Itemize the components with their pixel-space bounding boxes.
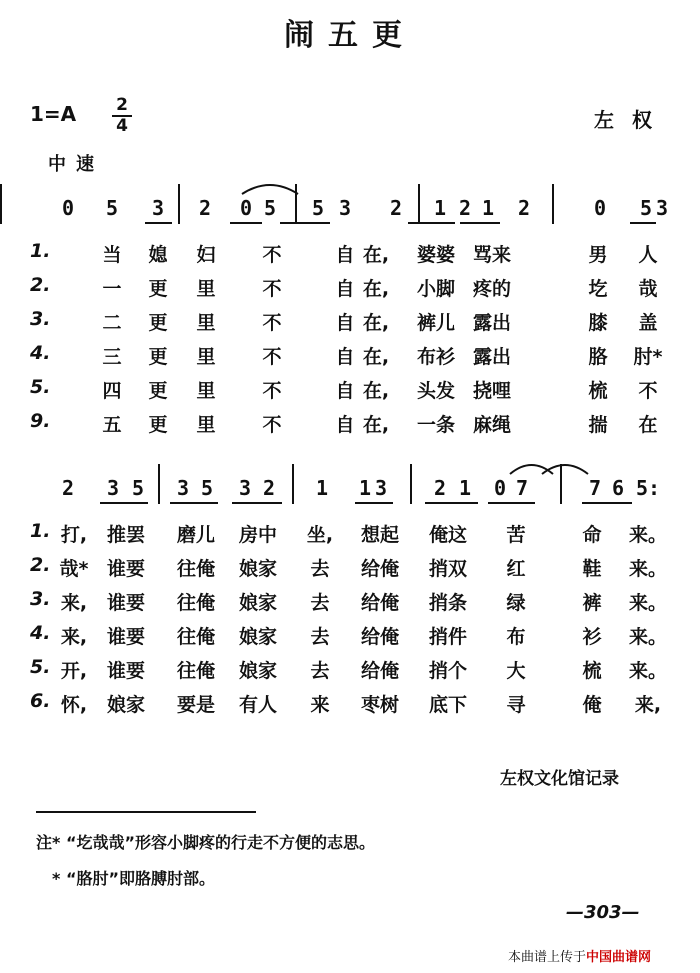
- lyric-syllable: 来: [310, 694, 330, 716]
- lyric-syllable: 娘家: [106, 694, 145, 716]
- lyric-syllable: 麻绳: [472, 414, 511, 436]
- note: 0: [593, 196, 607, 220]
- lyric-syllable: 房中: [238, 524, 277, 546]
- verse-number: 3.: [30, 308, 51, 330]
- page-number: —303—: [566, 902, 640, 923]
- barline: [158, 464, 160, 504]
- lyric-syllable: 娘家: [238, 626, 277, 648]
- lyric-syllable: 来,: [60, 626, 88, 648]
- note: 1: [458, 476, 472, 500]
- lyric-syllable: 在,: [362, 346, 390, 368]
- lyric-syllable: 来。: [628, 558, 667, 580]
- lyric-syllable: 坐,: [306, 524, 334, 546]
- lyric-syllable: 更: [148, 346, 168, 368]
- lyric-syllable: 自: [335, 380, 355, 402]
- song-origin: 左权: [594, 108, 670, 132]
- lyric-syllable: 在,: [362, 380, 390, 402]
- beam-underline: [408, 222, 455, 224]
- lyric-syllable: 更: [148, 278, 168, 300]
- lyric-syllable: 小脚: [416, 278, 455, 300]
- lyric-syllable: 自: [335, 278, 355, 300]
- beam-underline: [280, 222, 330, 224]
- footnote-divider: [36, 811, 256, 813]
- time-signature-bottom: 4: [112, 115, 132, 136]
- lyric-syllable: 红: [506, 558, 526, 580]
- lyric-syllable: 不: [638, 380, 658, 402]
- beam-underline: [582, 502, 632, 504]
- lyric-syllable: 露出: [472, 312, 511, 334]
- verse-number: 5.: [30, 376, 51, 398]
- lyric-syllable: 谁要: [106, 592, 145, 614]
- lyric-syllable: 捎件: [428, 626, 467, 648]
- lyric-syllable: 不: [262, 380, 282, 402]
- lyric-syllable: 不: [262, 414, 282, 436]
- lyric-syllable: 底下: [428, 694, 467, 716]
- notation-line-1: [0, 196, 700, 226]
- lyric-syllable: 二: [102, 312, 122, 334]
- lyric-syllable: 媳: [148, 244, 168, 266]
- lyric-syllable: 往俺: [176, 592, 215, 614]
- lyrics-block-2: [0, 520, 700, 720]
- note: 2: [433, 476, 447, 500]
- transcription-credit: 左权文化馆记录: [500, 769, 619, 789]
- note: 2: [389, 196, 403, 220]
- lyric-syllable: 哉: [638, 278, 658, 300]
- note: 3: [338, 196, 352, 220]
- note: 0: [239, 196, 253, 220]
- lyric-syllable: 命: [582, 524, 602, 546]
- beam-underline: [145, 222, 172, 224]
- lyric-syllable: 给俺: [360, 660, 399, 682]
- lyric-syllable: 一: [102, 278, 122, 300]
- note: 2: [198, 196, 212, 220]
- lyric-syllable: 绿: [506, 592, 526, 614]
- beam-underline: [170, 502, 218, 504]
- lyric-syllable: 开,: [60, 660, 88, 682]
- lyric-syllable: 在: [638, 414, 658, 436]
- lyric-syllable: 露出: [472, 346, 511, 368]
- lyric-syllable: 往俺: [176, 558, 215, 580]
- lyric-syllable: 更: [148, 312, 168, 334]
- lyric-syllable: 裤: [582, 592, 602, 614]
- lyric-syllable: 捎条: [428, 592, 467, 614]
- lyric-syllable: 人: [638, 244, 658, 266]
- beam-underline: [100, 502, 148, 504]
- verse-number: 1.: [30, 240, 51, 262]
- note: 5: [263, 196, 277, 220]
- note: 0: [61, 196, 75, 220]
- beam-underline: [425, 502, 478, 504]
- lyric-syllable: 不: [262, 312, 282, 334]
- lyric-syllable: 自: [335, 312, 355, 334]
- note: 5: [131, 476, 145, 500]
- lyric-syllable: 来,: [634, 694, 662, 716]
- lyric-syllable: 有人: [238, 694, 277, 716]
- lyric-syllable: 里: [196, 346, 216, 368]
- lyric-syllable: 给俺: [360, 558, 399, 580]
- beam-underline: [355, 502, 393, 504]
- verse-number: 3.: [30, 588, 51, 610]
- lyric-syllable: 衫: [582, 626, 602, 648]
- lyric-syllable: 想起: [360, 524, 399, 546]
- lyric-syllable: 来。: [628, 626, 667, 648]
- lyric-syllable: 疼的: [472, 278, 511, 300]
- footnote-1: 注* “圪哉哉”形容小脚疼的行走不方便的志思。: [36, 833, 375, 852]
- lyric-syllable: 推罢: [106, 524, 145, 546]
- barline: [552, 184, 554, 224]
- lyric-syllable: 里: [196, 414, 216, 436]
- lyric-syllable: 哉*: [59, 558, 89, 580]
- lyric-syllable: 给俺: [360, 592, 399, 614]
- lyric-syllable: 枣树: [360, 694, 399, 716]
- note: 3: [176, 476, 190, 500]
- note: 3: [151, 196, 165, 220]
- lyric-syllable: 捎双: [428, 558, 467, 580]
- lyric-syllable: 婆婆: [416, 244, 455, 266]
- key-signature: 1=A: [30, 102, 77, 126]
- slur: [240, 180, 300, 196]
- lyric-syllable: 梳: [588, 380, 608, 402]
- note: 3: [106, 476, 120, 500]
- verse-number: 2.: [30, 554, 51, 576]
- lyric-syllable: 来。: [628, 524, 667, 546]
- lyric-syllable: 俺: [582, 694, 602, 716]
- footnote-2: * “胳肘”即胳膊肘部。: [52, 869, 215, 888]
- lyric-syllable: 来。: [628, 592, 667, 614]
- lyric-syllable: 布衫: [416, 346, 455, 368]
- lyric-syllable: 在,: [362, 244, 390, 266]
- note: 5: [200, 476, 214, 500]
- note: 1: [315, 476, 329, 500]
- lyric-syllable: 打,: [60, 524, 88, 546]
- note: 5:: [635, 476, 661, 500]
- lyric-syllable: 挠哩: [472, 380, 511, 402]
- lyric-syllable: 在,: [362, 312, 390, 334]
- lyric-syllable: 娘家: [238, 660, 277, 682]
- lyric-syllable: 裤儿: [416, 312, 455, 334]
- lyric-syllable: 不: [262, 278, 282, 300]
- song-title: 闹五更: [284, 18, 416, 53]
- note: 5: [639, 196, 653, 220]
- lyric-syllable: 一条: [416, 414, 455, 436]
- verse-number: 5.: [30, 656, 51, 678]
- lyric-syllable: 不: [262, 244, 282, 266]
- note: 7: [515, 476, 529, 500]
- lyric-syllable: 寻: [506, 694, 526, 716]
- note: 3: [655, 196, 669, 220]
- note: 3: [238, 476, 252, 500]
- beam-underline: [230, 222, 262, 224]
- note: 2: [517, 196, 531, 220]
- lyric-syllable: 胳: [588, 346, 608, 368]
- lyric-syllable: 里: [196, 380, 216, 402]
- lyrics-block-1: [0, 240, 700, 440]
- lyric-syllable: 不: [262, 346, 282, 368]
- lyric-syllable: 头发: [416, 380, 455, 402]
- note: 2: [262, 476, 276, 500]
- lyric-syllable: 骂来: [472, 244, 511, 266]
- lyric-syllable: 里: [196, 312, 216, 334]
- lyric-syllable: 当: [102, 244, 122, 266]
- lyric-syllable: 往俺: [176, 626, 215, 648]
- upload-site: 中国曲谱网: [586, 950, 652, 965]
- note: 3: [374, 476, 388, 500]
- lyric-syllable: 磨儿: [176, 524, 215, 546]
- time-signature-top: 2: [116, 95, 128, 115]
- lyric-syllable: 大: [506, 660, 526, 682]
- upload-source: [508, 946, 651, 965]
- beam-underline: [488, 502, 535, 504]
- lyric-syllable: 谁要: [106, 626, 145, 648]
- lyric-syllable: 梳: [582, 660, 602, 682]
- lyric-syllable: 更: [148, 380, 168, 402]
- lyric-syllable: 来,: [60, 592, 88, 614]
- verse-number: 6.: [30, 690, 51, 712]
- lyric-syllable: 谁要: [106, 558, 145, 580]
- lyric-syllable: 在,: [362, 278, 390, 300]
- note: 1: [481, 196, 495, 220]
- beam-underline: [460, 222, 500, 224]
- lyric-syllable: 自: [335, 414, 355, 436]
- lyric-syllable: 盖: [638, 312, 658, 334]
- note: 7: [588, 476, 602, 500]
- lyric-syllable: 去: [310, 626, 330, 648]
- lyric-syllable: 去: [310, 592, 330, 614]
- lyric-syllable: 自: [335, 346, 355, 368]
- barline: [292, 464, 294, 504]
- barline: [410, 464, 412, 504]
- lyric-syllable: 捎个: [428, 660, 467, 682]
- lyric-syllable: 要是: [176, 694, 215, 716]
- lyric-syllable: 怀,: [60, 694, 88, 716]
- lyric-syllable: 膝: [588, 312, 608, 334]
- lyric-syllable: 来。: [628, 660, 667, 682]
- note: 5: [105, 196, 119, 220]
- lyric-syllable: 妇: [196, 244, 216, 266]
- lyric-syllable: 圪: [588, 278, 608, 300]
- lyric-syllable: 肘*: [633, 346, 663, 368]
- lyric-syllable: 俺这: [428, 524, 467, 546]
- lyric-syllable: 揣: [588, 414, 608, 436]
- beam-underline: [630, 222, 656, 224]
- lyric-syllable: 在,: [362, 414, 390, 436]
- note: 5: [311, 196, 325, 220]
- note: 1: [433, 196, 447, 220]
- verse-number: 2.: [30, 274, 51, 296]
- lyric-syllable: 五: [102, 414, 122, 436]
- barline: [0, 184, 2, 224]
- lyric-syllable: 四: [102, 380, 122, 402]
- slur: [540, 460, 590, 476]
- note: 6: [611, 476, 625, 500]
- note: 1: [358, 476, 372, 500]
- barline: [418, 184, 420, 224]
- lyric-syllable: 娘家: [238, 592, 277, 614]
- lyric-syllable: 娘家: [238, 558, 277, 580]
- note: 2: [61, 476, 75, 500]
- tempo-marking: 中速: [48, 154, 104, 175]
- time-signature: [112, 96, 132, 136]
- lyric-syllable: 布: [506, 626, 526, 648]
- lyric-syllable: 三: [102, 346, 122, 368]
- upload-prefix: 本曲谱上传于: [508, 950, 587, 965]
- lyric-syllable: 男: [588, 244, 608, 266]
- barline: [178, 184, 180, 224]
- note: 2: [458, 196, 472, 220]
- lyric-syllable: 更: [148, 414, 168, 436]
- verse-number: 4.: [30, 622, 51, 644]
- note: 0: [493, 476, 507, 500]
- verse-number: 1.: [30, 520, 51, 542]
- lyric-syllable: 自: [335, 244, 355, 266]
- notation-line-2: [0, 476, 700, 506]
- verse-number: 9.: [30, 410, 51, 432]
- lyric-syllable: 里: [196, 278, 216, 300]
- lyric-syllable: 苦: [506, 524, 526, 546]
- verse-number: 4.: [30, 342, 51, 364]
- lyric-syllable: 去: [310, 558, 330, 580]
- lyric-syllable: 往俺: [176, 660, 215, 682]
- lyric-syllable: 谁要: [106, 660, 145, 682]
- lyric-syllable: 鞋: [582, 558, 602, 580]
- beam-underline: [232, 502, 282, 504]
- lyric-syllable: 给俺: [360, 626, 399, 648]
- lyric-syllable: 去: [310, 660, 330, 682]
